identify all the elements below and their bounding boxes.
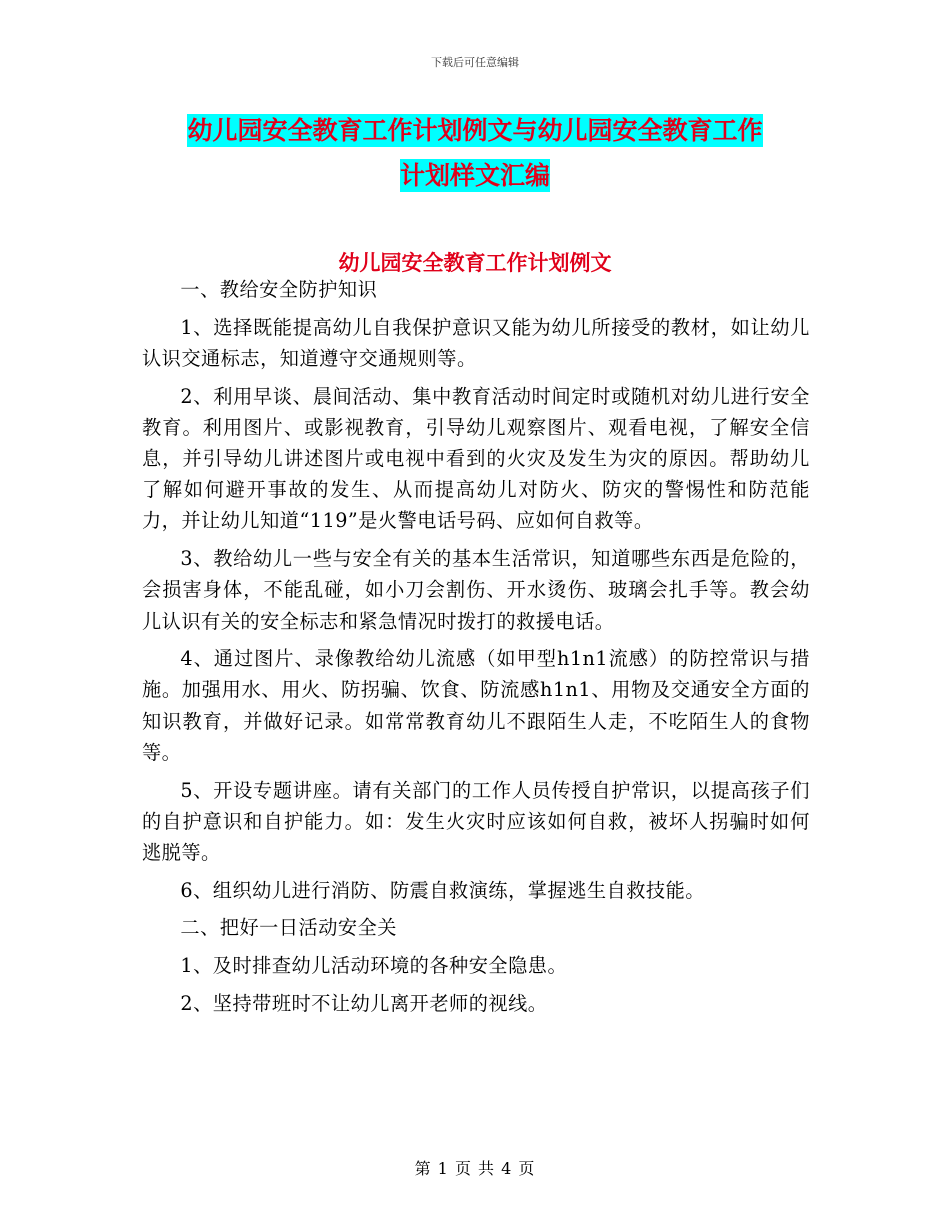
document-title	[140, 108, 810, 198]
page-number-footer: 第 1 页 共 4 页	[414, 1159, 536, 1178]
paragraph: 二、把好一日活动安全关	[180, 916, 397, 940]
document-title-line1: 幼儿园安全教育工作计划例文与幼儿园安全教育工作	[187, 116, 763, 145]
paragraph: 5、开设专题讲座。请有关部门的工作人员传授自护常识，以提高孩子们的自护意识和自护能力。如：发生火灾时应该如何自救，被坏人拐骗时如何逃脱等。	[142, 778, 810, 864]
paragraph: 2、坚持带班时不让幼儿离开老师的视线。	[180, 991, 548, 1015]
header-note: 下载后可任意编辑	[431, 56, 519, 69]
paragraph: 6、组织幼儿进行消防、防震自救演练，掌握逃生自救技能。	[180, 878, 705, 902]
document-body	[142, 274, 810, 1025]
paragraph: 1、及时排查幼儿活动环境的各种安全隐患。	[180, 954, 568, 978]
paragraph: 4、通过图片、录像教给幼儿流感（如甲型h1n1流感）的防控常识与措施。加强用水、用火、防拐骗、饮食、防流感h1n1、用物及交通安全方面的知识教育，并做好记录。如常常教育幼儿不跟陌生人走，不吃陌生人的食物等。	[142, 647, 810, 764]
paragraph: 2、利用早谈、晨间活动、集中教育活动时间定时或随机对幼儿进行安全教育。利用图片、或影视教育，引导幼儿观察图片、观看电视，了解安全信息，并引导幼儿讲述图片或电视中看到的火灾及发生为灾的原因。帮助幼儿了解如何避开事故的发生、从而提高幼儿对防火、防灾的警惕性和防范能力，并让幼儿知道“119”是火警电话号码、应如何自救等。	[142, 384, 810, 533]
section-title: 幼儿园安全教育工作计划例文	[338, 251, 612, 275]
document-title-line2: 计划样文汇编	[399, 161, 550, 190]
paragraph: 1、选择既能提高幼儿自我保护意识又能为幼儿所接受的教材，如让幼儿认识交通标志，知道遵守交通规则等。	[142, 315, 810, 370]
paragraph: 3、教给幼儿一些与安全有关的基本生活常识，知道哪些东西是危险的，会损害身体，不能乱碰，如小刀会割伤、开水烫伤、玻璃会扎手等。教会幼儿认识有关的安全标志和紧急情况时拨打的救援电话。	[142, 547, 810, 633]
paragraph: 一、教给安全防护知识	[180, 278, 378, 301]
